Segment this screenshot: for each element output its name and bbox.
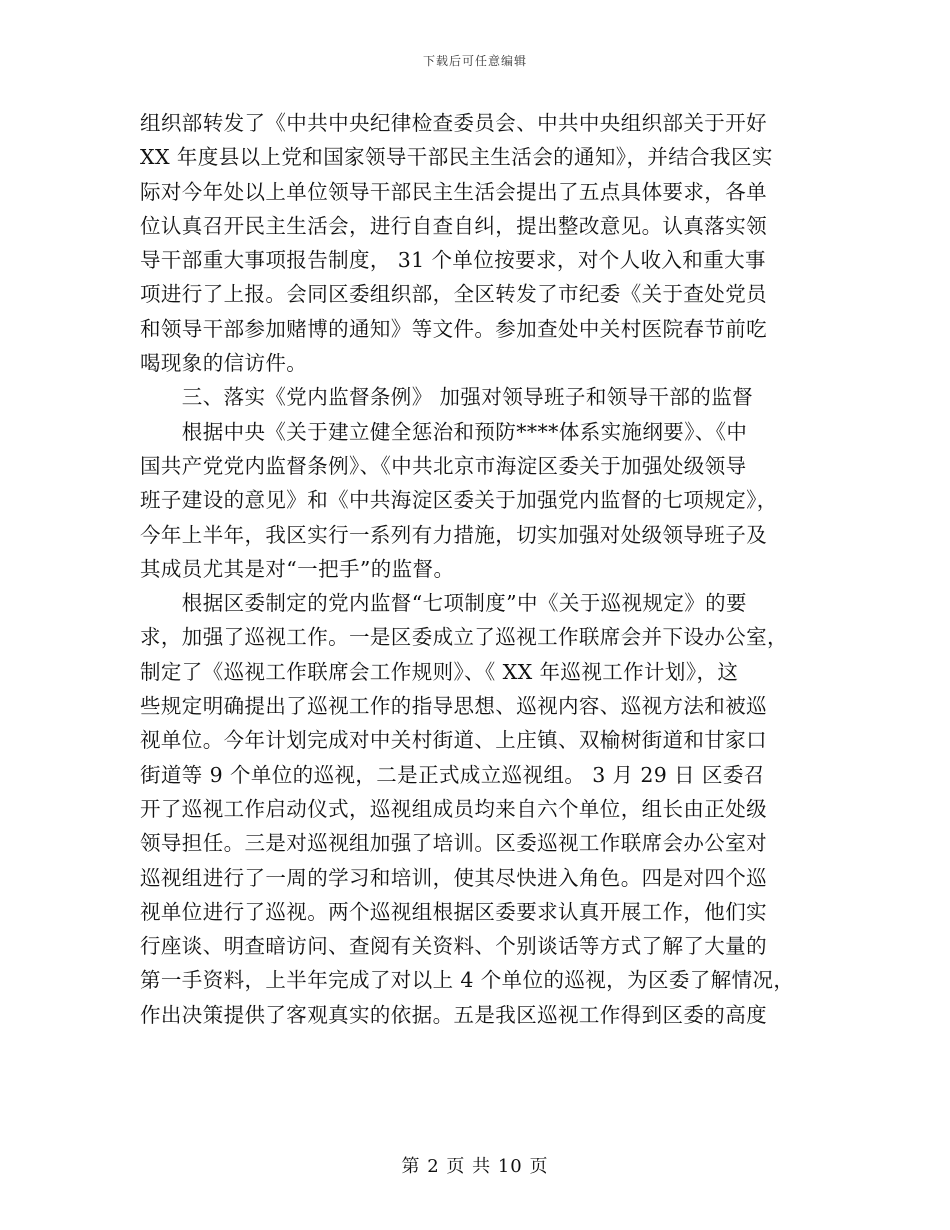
text-line: 制定了《巡视工作联席会工作规则》、《 XX 年巡视工作计划》，这 — [140, 659, 739, 684]
text-line: 作出决策提供了客观真实的依据。五是我区巡视工作得到区委的高度 — [140, 1002, 767, 1027]
text-line: 导干部重大事项报告制度， 31 个单位按要求，对个人收入和重大事 — [140, 248, 766, 273]
text-line: 喝现象的信访件。 — [140, 351, 308, 376]
text-line: XX 年度县以上党和国家领导干部民主生活会的通知》，并结合我区实 — [140, 145, 773, 170]
text-line: 巡视组进行了一周的学习和培训，使其尽快进入角色。四是对四个巡 — [140, 865, 767, 890]
page-header: 下载后可任意编辑 — [422, 54, 527, 68]
text-line: 际对今年处以上单位领导干部民主生活会提出了五点具体要求，各单 — [140, 179, 767, 204]
text-line: 国共产党党内监督条例》、《中共北京市海淀区委关于加强处级领导 — [140, 453, 747, 478]
text-line: 领导担任。三是对巡视组加强了培训。区委巡视工作联席会办公室对 — [140, 831, 767, 856]
text-line: 班子建设的意见》和《中共海淀区委关于加强党内监督的七项规定》， — [140, 488, 778, 513]
text-line: 项进行了上报。会同区委组织部，全区转发了市纪委《关于查处党员 — [140, 282, 767, 307]
text-line: 视单位进行了巡视。两个巡视组根据区委要求认真开展工作，他们实 — [140, 899, 767, 924]
text-line: 些规定明确提出了巡视工作的指导思想、巡视内容、巡视方法和被巡 — [140, 694, 767, 719]
text-line: 根据中央《关于建立健全惩治和预防****体系实施纲要》、《中 — [140, 419, 748, 444]
text-line: 视单位。今年计划完成对中关村街道、上庄镇、双榆树街道和甘家口 — [140, 728, 767, 753]
text-line: 今年上半年，我区实行一系列有力措施，切实加强对处级领导班子及 — [140, 522, 767, 547]
document-body — [140, 106, 808, 1032]
text-line: 行座谈、明查暗访问、查阅有关资料、个别谈话等方式了解了大量的 — [140, 934, 767, 959]
text-line: 位认真召开民主生活会，进行自查自纠，提出整改意见。认真落实领 — [140, 213, 767, 238]
text-line: 和领导干部参加赌博的通知》等文件。参加查处中关村医院春节前吃 — [140, 316, 767, 341]
text-line: 组织部转发了《中共中央纪律检查委员会、中共中央组织部关于开好 — [140, 111, 767, 135]
text-line: 求，加强了巡视工作。一是区委成立了巡视工作联席会并下设办公室， — [140, 625, 788, 650]
text-line: 第一手资料，上半年完成了对以上 4 个单位的巡视，为区委了解情况， — [140, 968, 795, 993]
text-line: 街道等 9 个单位的巡视，二是正式成立巡视组。 3 月 29 日 区委召 — [140, 762, 765, 787]
text-line: 其成员尤其是对“一把手”的监督。 — [140, 556, 455, 581]
page-number-footer: 第 2 页 共 10 页 — [401, 1156, 549, 1177]
text-line: 根据区委制定的党内监督“七项制度”中《关于巡视规定》的要 — [140, 591, 747, 616]
section-heading: 三、落实《党内监督条例》 加强对领导班子和领导干部的监督 — [140, 385, 754, 410]
text-line: 开了巡视工作启动仪式，巡视组成员均来自六个单位，组长由正处级 — [140, 796, 767, 821]
